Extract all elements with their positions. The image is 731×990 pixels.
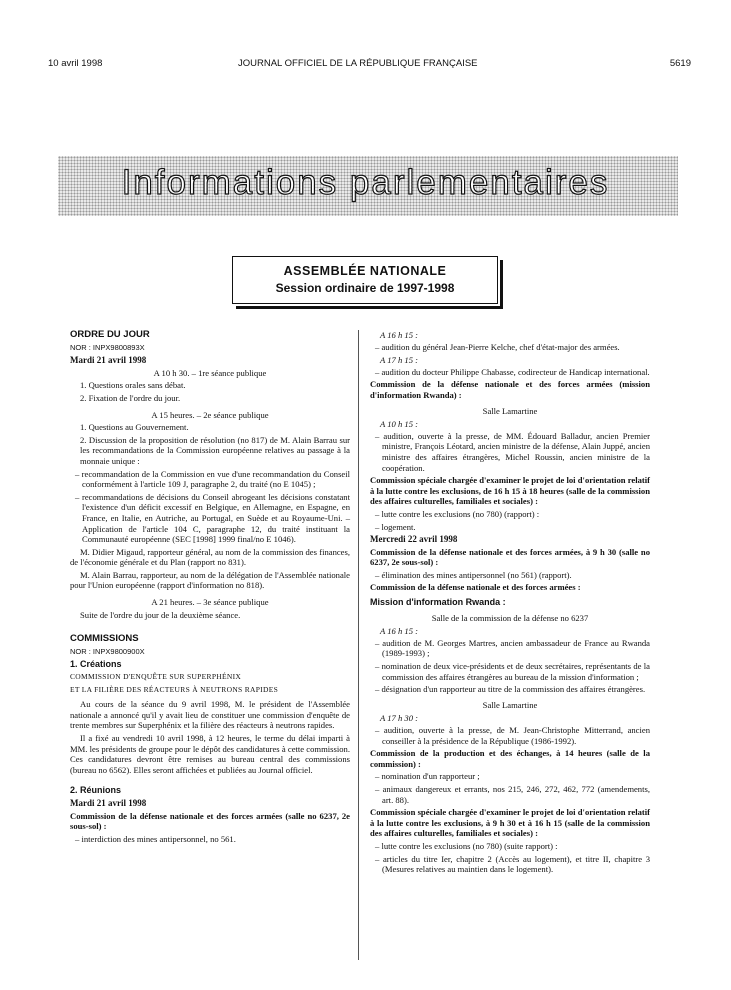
commission-meeting: Commission de la production et des échanges, à 14 heures (salle de la commission) : bbox=[370, 748, 650, 769]
agenda-subitem: – lutte contre les exclusions (no 780) (suite rapport) : bbox=[375, 840, 558, 851]
room-name: Salle Lamartine bbox=[482, 405, 538, 416]
agenda-subitem: – interdiction des mines antipersonnel, no 561. bbox=[75, 833, 236, 844]
commission-meeting: Commission spéciale chargée d'examiner le projet de loi d'orientation relatif à la lutte contre les exclusions, de 16 h 15 à 18 heures (salle de la commission des affaires culturelles, familiales et sociales) : bbox=[370, 475, 650, 507]
commission-meeting: Commission de la défense nationale et des forces armées, à 9 h 30 (salle no 6237, 2e sous-sol) : bbox=[370, 546, 650, 568]
agenda-subitem: – nomination d'un rapporteur ; bbox=[375, 771, 480, 782]
room-name: Salle Lamartine bbox=[482, 699, 538, 710]
agenda-subitem: – audition, ouverte à la presse, de MM. Édouard Balladur, ancien Premier ministre, François Léotard, ancien ministre de la défense, Alain Juppé, ancien ministre des affaires étrangères, Michel Roussin, ancien ministre de la coopération. bbox=[375, 430, 650, 473]
agenda-subitem: – animaux dangereux et errants, nos 215, 246, 272, 462, 772 (amendements, art. 88). bbox=[375, 783, 650, 805]
right-column bbox=[370, 330, 650, 877]
section-title: COMMISSIONS bbox=[70, 633, 139, 645]
date-heading: Mardi 21 avril 1998 bbox=[70, 355, 147, 366]
session-time: A 15 heures. – 2e séance publique bbox=[151, 409, 269, 420]
meeting-time: A 16 h 15 : bbox=[380, 626, 419, 637]
agenda-subitem: – audition du général Jean-Pierre Kelche, chef d'état-major des armées. bbox=[375, 341, 620, 352]
meeting-time: A 16 h 15 : bbox=[380, 330, 419, 340]
header-journal: JOURNAL OFFICIEL DE LA RÉPUBLIQUE FRANÇAISE bbox=[238, 58, 478, 69]
agenda-subitem: – audition du docteur Philippe Chabasse, codirecteur de Handicap international. bbox=[375, 366, 650, 377]
session-time: A 10 h 30. – 1re séance publique bbox=[153, 367, 267, 378]
banner-title: Informations parlementaires bbox=[121, 163, 610, 202]
commission-name: ET LA FILIÈRE DES RÉACTEURS À NEUTRONS RAPIDES bbox=[70, 684, 279, 694]
date-heading: Mercredi 22 avril 1998 bbox=[370, 534, 458, 545]
agenda-item: 2. Discussion de la proposition de résolution (no 817) de M. Alain Barrau sur les recommandations de la Commission européenne relatives au passage à la monnaie unique : bbox=[80, 434, 350, 466]
agenda-item: 2. Fixation de l'ordre du jour. bbox=[80, 392, 181, 403]
page-header bbox=[48, 58, 691, 72]
paragraph: Il a fixé au vendredi 10 avril 1998, à 12 heures, le terme du délai imparti à MM. les présidents de groupe pour le dépôt des candidatures à cette commission. Ces candidatures devront être remises au bureau central des commissions (bureau no 6562). Elles seront affichées et publiées au Journal officiel. bbox=[70, 733, 350, 775]
column-divider bbox=[358, 330, 359, 960]
left-column bbox=[70, 330, 350, 846]
agenda-item: 1. Questions orales sans débat. bbox=[80, 380, 186, 391]
header-date: 10 avril 1998 bbox=[48, 58, 103, 69]
agenda-subitem: – élimination des mines antipersonnel (no 561) (rapport). bbox=[375, 569, 572, 580]
paragraph: Suite de l'ordre du jour de la deuxième séance. bbox=[80, 609, 241, 620]
agenda-subitem: – audition de M. Georges Martres, ancien ambassadeur de France au Rwanda (1989-1993) ; bbox=[375, 637, 650, 659]
room-name: Salle de la commission de la défense no 6237 bbox=[431, 612, 589, 623]
assembly-name: ASSEMBLÉE NATIONALE bbox=[283, 264, 447, 278]
commission-meeting bbox=[70, 811, 350, 832]
commission-meeting: Commission spéciale chargée d'examiner le projet de loi d'orientation relatif à la lutte contre les exclusions, à 9 h 30 et à 16 h 15 (salle de la commission des affaires culturelles, familiales et sociales) : bbox=[370, 807, 650, 839]
agenda-subitem: – nomination de deux vice-présidents et de deux secrétaires, représentants de la commission des affaires étrangères au bureau de la mission d'information ; bbox=[375, 661, 650, 682]
commission-meeting-text: Commission de la défense nationale et des forces armées (salle no 6237, 2e sous-sol) : bbox=[70, 810, 350, 832]
agenda-subitem: – lutte contre les exclusions (no 780) (rapport) : bbox=[375, 508, 540, 519]
commission-meeting: Commission de la défense nationale et des forces armées : bbox=[370, 582, 581, 593]
header-page-number: 5619 bbox=[669, 58, 691, 69]
paragraph: M. Didier Migaud, rapporteur général, au nom de la commission des finances, de l'économie générale et du Plan (rapport no 831). bbox=[70, 546, 350, 568]
date-heading: Mardi 21 avril 1998 bbox=[70, 797, 147, 808]
subsection-title: 1. Créations bbox=[70, 659, 122, 670]
meeting-time: A 17 h 15 : bbox=[380, 355, 419, 366]
meeting-time: A 17 h 30 : bbox=[380, 713, 419, 724]
agenda-item: 1. Questions au Gouvernement. bbox=[80, 422, 189, 433]
agenda-subitem: – recommandation de la Commission en vue d'une recommandation du Conseil conformément à l'article 109 J, paragraphe 2, du traité (no E 1045) ; bbox=[75, 468, 350, 490]
subsection-title: 2. Réunions bbox=[70, 785, 122, 796]
agenda-subitem: – désignation d'un rapporteur au titre de la commission des affaires étrangères. bbox=[375, 684, 646, 695]
commission-name: COMMISSION D'ENQUÊTE SUR SUPERPHÉNIX bbox=[70, 672, 242, 682]
agenda-subitem: – articles du titre Ier, chapitre 2 (Accès au logement), et titre II, chapitre 3 (Mesures relatives au maintien dans le logement). bbox=[375, 853, 650, 875]
section-title: ORDRE DU JOUR bbox=[70, 329, 150, 340]
nor-reference: NOR : INPX9800893X bbox=[70, 342, 145, 352]
paragraph: M. Alain Barrau, rapporteur, au nom de la délégation de l'Assemblée nationale pour l'Union européenne (rapport d'information no 818). bbox=[70, 569, 350, 591]
paragraph: Au cours de la séance du 9 avril 1998, M. le président de l'Assemblée nationale a annoncé qu'il y avait lieu de constituer une commission d'enquête de trente membres sur Superphénix et la filière des réacteurs à neutrons rapides. bbox=[70, 699, 350, 731]
title-box bbox=[232, 256, 498, 304]
agenda-subitem: – logement. bbox=[375, 521, 416, 532]
agenda-subitem: – recommandations de décisions du Conseil abrogeant les décisions constatant l'existence d'un déficit excessif en Belgique, en Allemagne, en Espagne, en France, en Italie, en Autriche, au Portugal, en Suède et au Royaume-Uni. – Application de l'article 104 C, paragraphe 12, du traité instituant la Communauté européenne (SEC [1998] 1999 final/no E 1046). bbox=[75, 491, 350, 545]
meeting-time: A 10 h 15 : bbox=[380, 419, 419, 430]
session-name: Session ordinaire de 1997-1998 bbox=[275, 281, 455, 295]
nor-reference: NOR : INPX9800900X bbox=[70, 646, 145, 656]
agenda-subitem: – audition, ouverte à la presse, de M. Jean-Christophe Mitterrand, ancien conseiller à la présidence de la République (1986-1992). bbox=[375, 725, 650, 746]
session-time: A 21 heures. – 3e séance publique bbox=[151, 597, 269, 608]
mission-title: Mission d'information Rwanda : bbox=[370, 597, 506, 608]
commission-meeting: Commission de la défense nationale et des forces armées (mission d'information Rwanda) : bbox=[370, 379, 650, 400]
